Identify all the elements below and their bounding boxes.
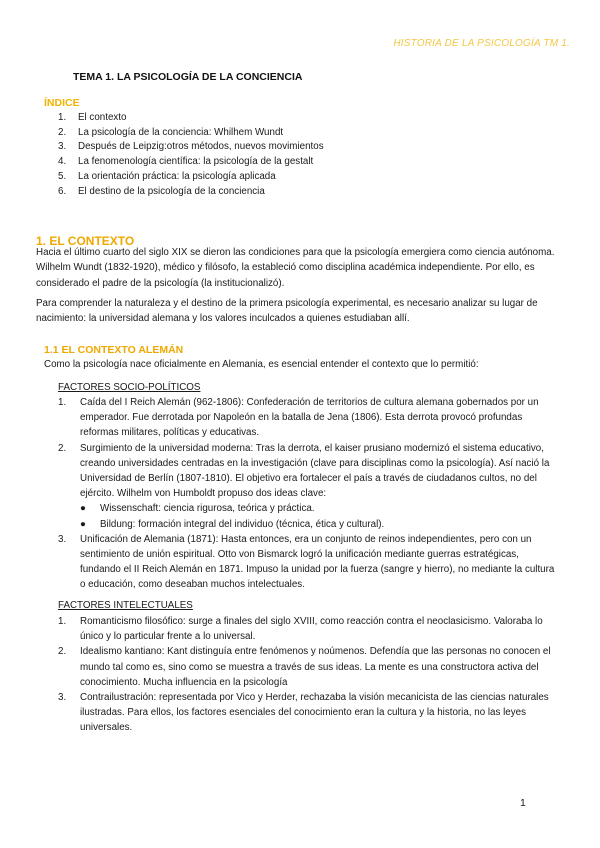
list-item: [58, 614, 558, 644]
bullet-icon: ●: [80, 503, 86, 515]
bullet-text: Bildung: formación integral del individuo (técnica, ética y cultural).: [100, 518, 385, 530]
list-item-number: 2.: [58, 646, 67, 658]
bullet-list: [58, 501, 384, 531]
list-item-number: 1.: [58, 397, 67, 408]
list-item-text: Contrailustración: representada por Vico y Herder, rechazaba la visión mecanicista de las ciencias naturales ilustradas. Para ellos, los factores esenciales del conocimiento eran la cultura y la historia, no las leyes universales.: [80, 692, 549, 734]
list-item: [58, 644, 558, 690]
bullet-text: Wissenschaft: ciencia rigurosa, teórica y práctica.: [100, 503, 315, 515]
index-item: [58, 170, 324, 185]
index-item-number: 6.: [58, 185, 67, 197]
sociopolitical-list: [58, 395, 558, 593]
list-item-text: Romanticismo filosófico: surge a finales del siglo XVIII, como reacción contra el neoclasicismo. Valoraba lo único y lo particular frente a lo universal.: [80, 616, 543, 643]
index-item-text: La fenomenología científica: la psicología de la gestalt: [78, 156, 314, 168]
subsection-intro: Como la psicología nace oficialmente en Alemania, es esencial entender el contexto que lo permitió:: [44, 359, 479, 370]
index-item-number: 5.: [58, 170, 67, 182]
list-item: [58, 690, 558, 736]
index-item: [58, 185, 324, 200]
bullet-icon: ●: [80, 518, 86, 530]
index-item-text: La psicología de la conciencia: Whilhem Wundt: [78, 126, 284, 138]
section-heading-contexto: 1. EL CONTEXTO: [36, 234, 135, 248]
bullet-item: [58, 517, 384, 532]
index-item: [58, 126, 324, 141]
paragraph: Para comprender la naturaleza y el destino de la primera psicología experimental, es necesario analizar su lugar de nacimiento: la universidad alemana y los valores inculcados a quienes estudiaban allí.: [36, 298, 538, 325]
index-item: [58, 155, 324, 170]
list-item-number: 1.: [58, 616, 67, 627]
running-header: HISTORIA DE LA PSICOLOGÍA TM 1.: [393, 38, 570, 49]
index-item-number: 2.: [58, 126, 67, 138]
intellectual-list: [58, 614, 558, 736]
index-item: [58, 140, 324, 155]
index-item-text: Después de Leipzig:otros métodos, nuevos movimientos: [78, 141, 324, 153]
sociopolitical-heading: FACTORES SOCIO-POLÍTICOS: [58, 382, 201, 393]
page-title: TEMA 1. LA PSICOLOGÍA DE LA CONCIENCIA: [73, 71, 303, 83]
index-item-number: 1.: [58, 112, 67, 123]
list-item-number: 3.: [58, 533, 67, 545]
index-item-text: El contexto: [78, 112, 127, 123]
list-item: [58, 532, 558, 593]
list-item: [58, 441, 558, 502]
intellectual-heading: FACTORES INTELECTUALES: [58, 600, 193, 611]
list-item-number: 3.: [58, 692, 67, 704]
index-item: [58, 111, 324, 126]
list-item-text: Surgimiento de la universidad moderna: Tras la derrota, el kaiser prusiano modernizó el sistema educativo, creando universidades centradas en la investigación (clave para disciplinas como la psicología). Así nació la Universidad de Berlín (1807-1810). El objetivo era fortalecer el país a través de ciudadanos cultos, no del ejército. Wilhelm von Humboldt propuso dos ideas clave:: [80, 442, 550, 500]
bullet-group: [58, 501, 558, 531]
bullet-item: [58, 501, 384, 516]
list-item-number: 2.: [58, 442, 67, 454]
index-item-text: El destino de la psicología de la conciencia: [78, 185, 265, 197]
page-number: 1: [520, 797, 526, 809]
list-item: [58, 395, 558, 441]
list-item-text: Unificación de Alemania (1871): Hasta entonces, era un conjunto de reinos independientes, pero con un sentimiento de unión espiritual. Otto von Bismarck logró la unificación mediante guerras estratégicas, fundando el II Reich Alemán en 1871. Impuso la unidad por la fuerza (sangre y hierro), no mediante la cultura o educación, como deseaban muchos intelectuales.: [80, 533, 555, 591]
index-item-number: 3.: [58, 141, 67, 153]
index-list: [58, 111, 324, 199]
subsection-heading: 1.1 EL CONTEXTO ALEMÁN: [44, 344, 184, 356]
index-item-number: 4.: [58, 156, 67, 168]
index-item-text: La orientación práctica: la psicología aplicada: [78, 170, 276, 182]
paragraph: Hacia el último cuarto del siglo XIX se dieron las condiciones para que la psicología emergiera como ciencia autónoma. Wilhelm Wundt (1832-1920), médico y filósofo, la estableció como disciplina académica independiente. Por ello, es considerado el padre de la psicología (la institucionalizó).: [36, 247, 555, 289]
list-item-text: Idealismo kantiano: Kant distinguía entre fenómenos y noúmenos. Defendía que las personas no conocen el mundo tal como es, sino como se muestra a través de sus ideas. La mente es una constructora activa del conocimiento. Mucha influencia en la psicología: [80, 646, 551, 688]
index-heading: ÍNDICE: [44, 97, 80, 109]
list-item-text: Caída del I Reich Alemán (962-1806): Confederación de territorios de cultura alemana gobernados por un emperador. Fue derrotada por Napoleón en la batalla de Jena (1806). Esta derrota provocó profundas reformas militares, políticas y educativas.: [80, 397, 539, 439]
